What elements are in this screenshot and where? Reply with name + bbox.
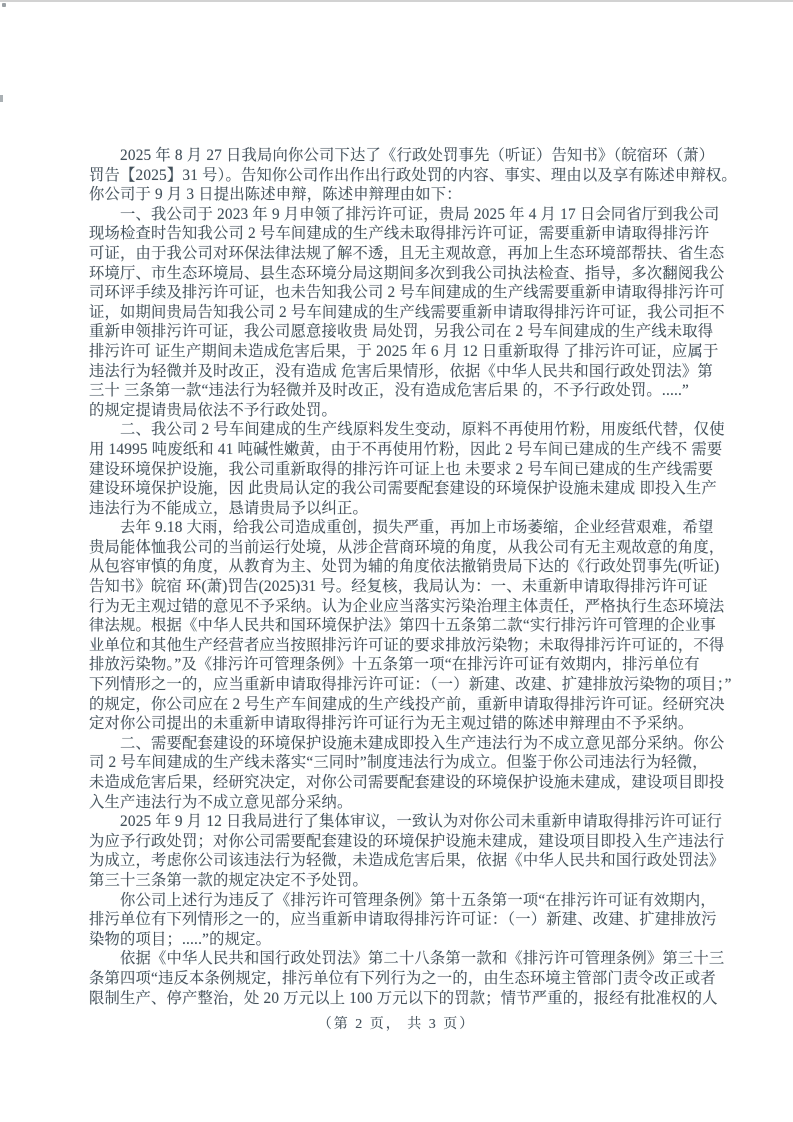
document-text-line: 违法行为轻微并及时改正，没有造成 危害后果情形，依据《中华人民共和国行政处罚法》第 xyxy=(89,362,713,380)
document-text-line: 三十 三条第一款“违法行为轻微并及时改正，没有造成危害后果 的，不予行政处罚。.....” xyxy=(89,382,690,400)
document-text-line: 二、需要配套建设的环境保护设施未建成即投入生产违法行为不成立意见部分采纳。你公 xyxy=(89,734,725,752)
document-text-line: 用 14995 吨废纸和 41 吨碱性嫩黄，由于不再使用竹粉，因此 2 号车间已建成的生产线不 需要 xyxy=(89,440,723,458)
document-text-line: 司环评手续及排污许可证，也未告知我公司 2 号车间建成的生产线需要重新申请取得排污许可 xyxy=(89,284,725,302)
document-text-line: 违法行为不能成立，恳请贵局予以纠正。 xyxy=(89,499,368,517)
document-text-line: 罚告【2025】31 号）。告知你公司作出作出行政处罚的内容、事实、理由以及享有陈述申辩权。 xyxy=(89,166,737,184)
document-text-line: 重新申领排污许可证，我公司愿意接收贵 局处罚，另我公司在 2 号车间建成的生产线未取得 xyxy=(89,323,714,341)
document-text-line: 2025 年 9 月 12 日我局进行了集体审议，一致认为对你公司未重新申请取得排污许可证行 xyxy=(89,813,722,831)
document-text-line: 染物的项目；.....”的规定。 xyxy=(89,930,272,948)
document-text-line: 限制生产、停产整治，处 20 万元以上 100 万元以下的罚款；情节严重的，报经有批准权的人 xyxy=(89,989,718,1007)
document-text-line: 从包容审慎的角度，从教育为主、处罚为辅的角度依法撤销贵局下达的《行政处罚事先(听证) xyxy=(89,558,720,576)
document-text-line: 定对你公司提出的未重新申请取得排污许可证行为无主观过错的陈述申辩理由不予采纳。 xyxy=(89,715,694,733)
document-text-line: 依据《中华人民共和国行政处罚法》第二十八条第一款和《排污许可管理条例》第三十三 xyxy=(89,950,725,968)
document-text-line: 环境厅、市生态环境局、县生态环境分局这期间多次到我公司执法检查、指导，多次翻阅我公 xyxy=(89,264,725,282)
document-text-line: 现场检查时告知我公司 2 号车间建成的生产线未取得排污许可证，需要重新申请取得排污许 xyxy=(89,225,710,243)
document-text-line: 的规定，你公司应在 2 号生产车间建成的生产线投产前，重新申请取得排污许可证。经研究决 xyxy=(89,695,725,713)
document-text-line: 第三十三条第一款的规定决定不予处罚。 xyxy=(89,871,368,889)
document-text-line: 去年 9.18 大雨，给我公司造成重创，损失严重，再加上市场萎缩，企业经营艰难，希望 xyxy=(89,519,714,537)
document-text-line: 排放污染物。”及《排污许可管理条例》十五条第一项“在排污许可证有效期内，排污单位有 xyxy=(89,656,700,674)
document-text-line: 司 2 号车间建成的生产线未落实“三同时”制度违法行为成立。但鉴于你公司违法行为轻微， xyxy=(89,754,708,772)
document-text-line: 二、我公司 2 号车间建成的生产线原料发生变动，原料不再使用竹粉，用废纸代替，仅使 xyxy=(89,421,725,439)
scan-speck xyxy=(2,3,6,7)
document-text-line: 你公司于 9 月 3 日提出陈述申辩，陈述申辩理由如下： xyxy=(89,186,462,204)
document-text-line: 你公司上述行为违反了《排污许可管理条例》第十五条第一项“在排污许可证有效期内， xyxy=(89,891,716,909)
document-text-block xyxy=(89,146,737,1008)
document-text-line: 下列情形之一的，应当重新申请取得排污许可证：（一）新建、改建、扩建排放污染物的项目；” xyxy=(89,676,732,694)
scan-speck xyxy=(0,95,3,102)
document-text-line: 为成立，考虑你公司该违法行为轻微，未造成危害后果，依据《中华人民共和国行政处罚法》 xyxy=(89,852,725,870)
document-text-line: 告知书》皖宿 环(萧)罚告(2025)31 号。经复核，我局认为：一、未重新申请取得排污许可证 xyxy=(89,578,708,596)
document-text-line: 证，如期间贵局告知我公司 2 号车间建成的生产线需要重新申请取得排污许可证，我公司拒不 xyxy=(89,303,725,321)
scan-edge-artifact xyxy=(0,0,793,2)
document-text-line: 入生产违法行为不成立意见部分采纳。 xyxy=(89,793,353,811)
document-text-line: 业单位和其他生产经营者应当按照排污许可证的要求排放污染物；未取得排污许可证的，不得 xyxy=(89,636,725,654)
document-text-line: 2025 年 8 月 27 日我局向你公司下达了《行政处罚事先（听证）告知书》（皖宿环（萧） xyxy=(89,147,715,164)
document-text-line: 的规定提请贵局依法不予行政处罚。 xyxy=(89,401,337,419)
document-text-line: 为应予行政处罚；对你公司需要配套建设的环境保护设施未建成，建设项目即投入生产违法行 xyxy=(89,832,725,850)
document-text-line: 一、我公司于 2023 年 9 月申领了排污许可证，贵局 2025 年 4 月 17 日会同省厅到我公司 xyxy=(89,205,720,223)
document-text-line: 行为无主观过错的意见不予采纳。认为企业应当落实污染治理主体责任，严格执行生态环境法 xyxy=(89,597,725,615)
page-number-footer: （第 2 页， 共 3 页） xyxy=(317,1017,476,1032)
document-text-line: 可证，由于我公司对环保法律法规了解不透，且无主观故意，再加上生态环境部帮扶、省生态 xyxy=(89,244,725,262)
document-text-line: 建设环境保护设施，我公司重新取得的排污许可证上也 未要求 2 号车间已建成的生产线需要 xyxy=(89,460,714,478)
document-text-line: 未造成危害后果，经研究决定，对你公司需要配套建设的环境保护设施未建成，建设项目即投 xyxy=(89,774,725,791)
document-text-line: 排污许可 证生产期间未造成危害后果，于 2025 年 6 月 12 日重新取得 了排污许可证，应属于 xyxy=(89,342,719,360)
document-text-line: 贵局能体恤我公司的当前运行处境，从涉企营商环境的角度，从我公司有无主观故意的角度， xyxy=(89,538,725,556)
document-text-line: 条第四项“违反本条例规定，排污单位有下列行为之一的，由生态环境主管部门责令改正或者 xyxy=(89,969,716,987)
document-text-line: 律法规。根据《中华人民共和国环境保护法》第四十五条第二款“实行排污许可管理的企业事 xyxy=(89,617,716,635)
document-text-line: 排污单位有下列情形之一的，应当重新申请取得排污许可证：（一）新建、改建、扩建排放污 xyxy=(89,911,717,929)
document-text-line: 建设环境保护设施，因 此贵局认定的我公司需要配套建设的环境保护设施未建成 即投入生产 xyxy=(89,480,717,498)
